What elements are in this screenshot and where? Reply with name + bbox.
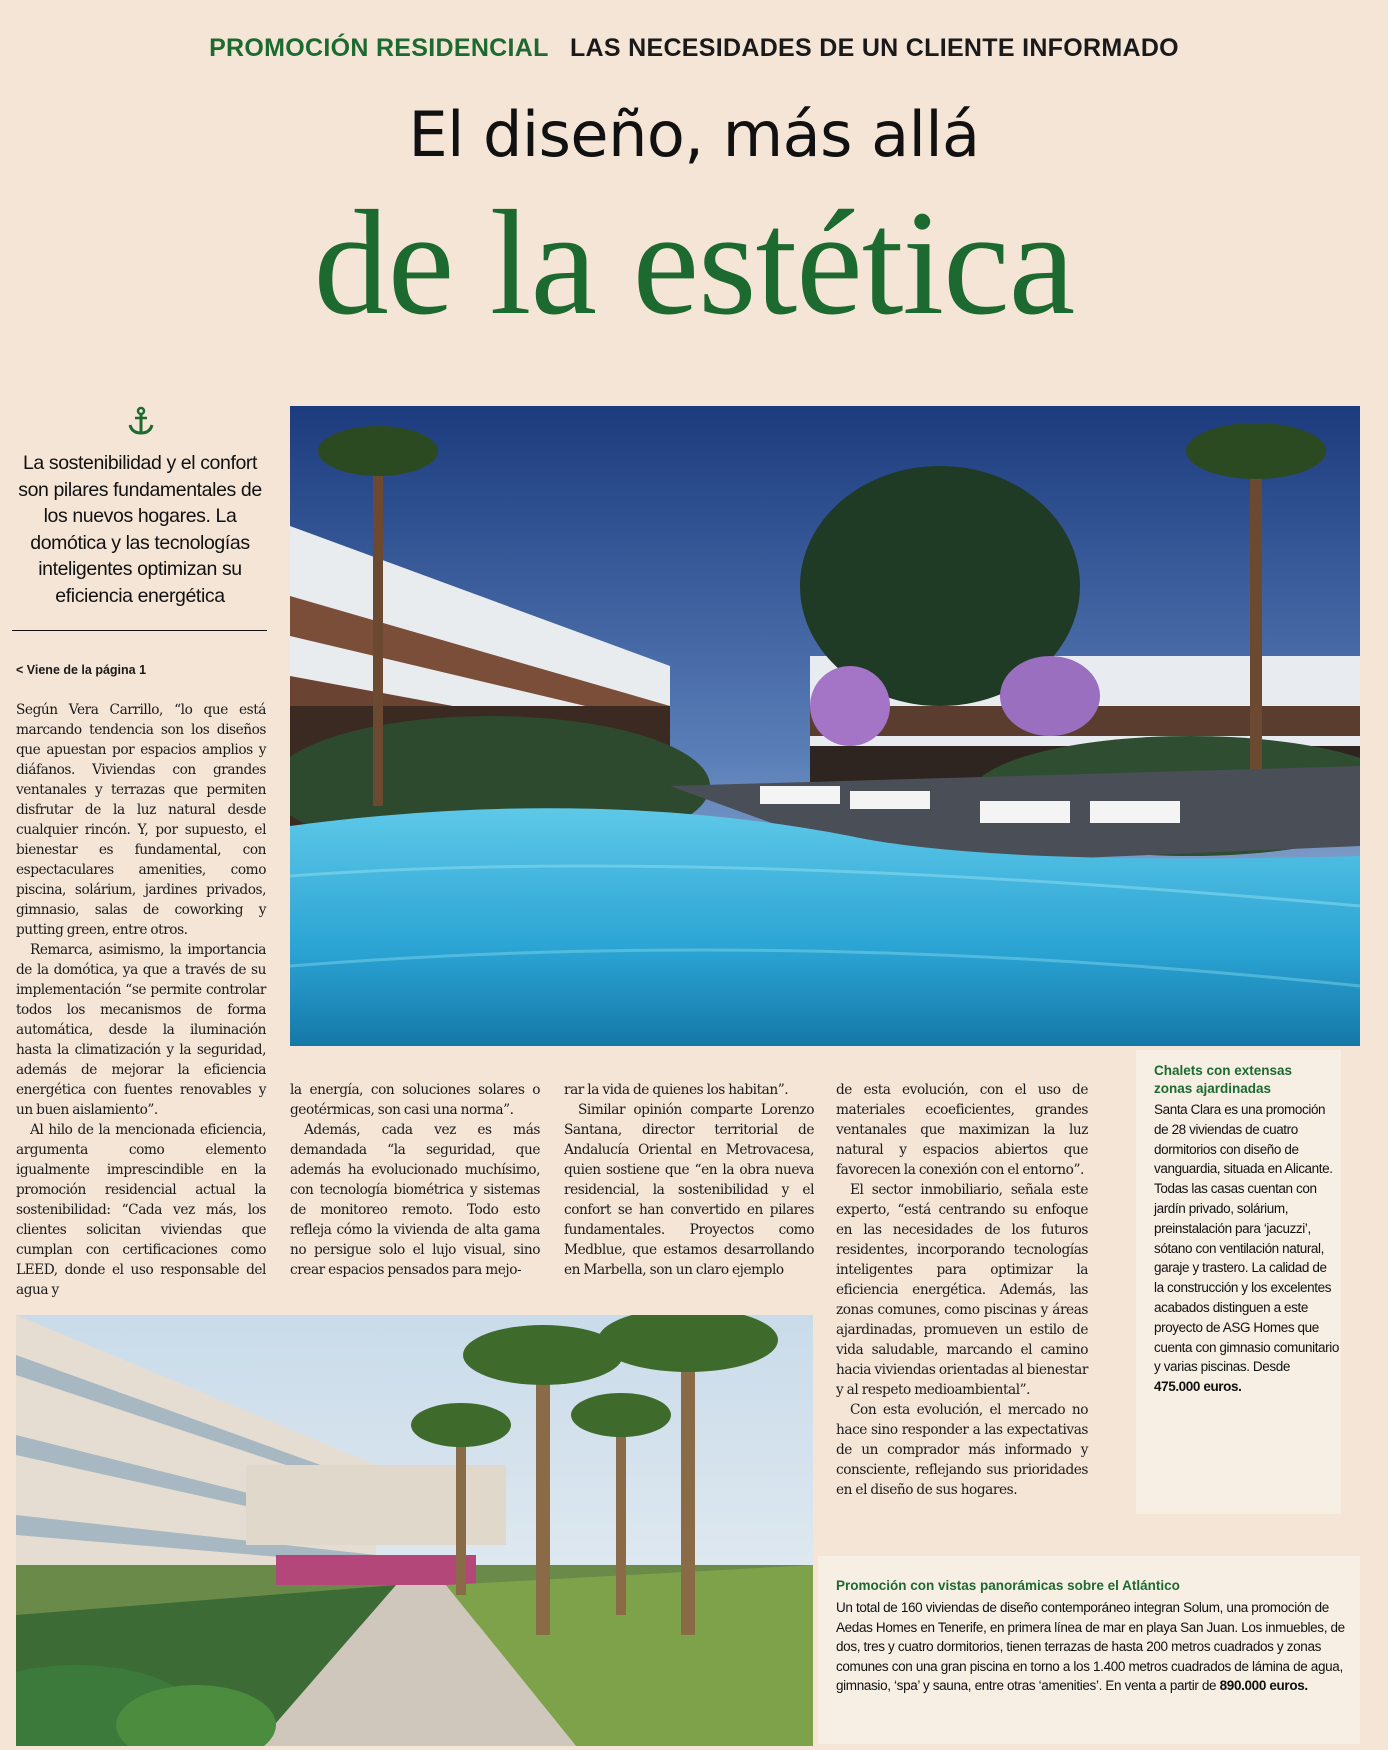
lead-text: La sostenibilidad y el confort son pilares fundamentales de los nuevos hogares. La domótica y las tecnologías inteligentes optimizan su eficiencia energética xyxy=(18,452,262,607)
sidebar-body xyxy=(836,1598,1356,1696)
sidebar-price: 475.000 euros. xyxy=(1154,1379,1242,1395)
article-paragraph: Similar opinión comparte Lorenzo Santana, director territorial de Andalucía Oriental en Metrovacesa, quien sostiene que “en la obra nueva residencial, la sostenibilidad y el confort se han convertido en pilares fundamentales. Proyectos como Medblue, que estamos desarrollando en Marbella, son un claro ejemplo xyxy=(564,1102,814,1278)
article-paragraph: Además, cada vez es más demandada “la seguridad, que además ha evolucionado muchísimo, con tecnología biométrica y sistemas de monitoreo remoto. Todo esto refleja cómo la vivienda de alta gama no persigue solo el lujo visual, sino crear espacios pensados para mejo- xyxy=(290,1122,540,1278)
article-paragraph: El sector inmobiliario, señala este experto, “está centrando su enfoque en las necesidades de los futuros residentes, incorporando tecnologías inteligentes para optimizar la eficiencia energética. Además, las zonas comunes, como piscinas y áreas ajardinadas, promueven un estilo de vida saludable, marcando el camino hacia viviendas orientadas al bienestar y al respeto medioambiental”. xyxy=(836,1182,1088,1398)
walkway-photo xyxy=(16,1315,813,1746)
article-paragraph: rar la vida de quienes los habitan”. xyxy=(564,1082,789,1098)
section-header xyxy=(0,34,1388,63)
lead-divider xyxy=(12,630,267,631)
article-column-3 xyxy=(564,1080,814,1280)
article-paragraph: de esta evolución, con el uso de materiales ecoeficientes, grandes ventanales que maximizan la luz natural y espacios abiertos que favorecen la conexión con el entorno”. xyxy=(836,1082,1088,1178)
pool-photo xyxy=(290,406,1360,1046)
article-column-2 xyxy=(290,1080,540,1280)
section-label: PROMOCIÓN RESIDENCIAL xyxy=(209,34,549,62)
sidebar-santa-clara xyxy=(1136,1050,1341,1514)
headline-line2: de la estética xyxy=(313,180,1075,346)
headline-line1: El diseño, más allá xyxy=(408,98,980,171)
article-paragraph: Al hilo de la mencionada eficiencia, argumenta como elemento igualmente imprescindible en la promoción residencial actual la sostenibilidad: “Cada vez más, los clientes solicitan viviendas que cumplan con certificaciones como LEED, donde el uso responsable del agua y xyxy=(16,1122,266,1298)
sidebar-solum xyxy=(818,1556,1360,1744)
article-column-1 xyxy=(16,700,266,1300)
article-paragraph: Según Vera Carrillo, “lo que está marcando tendencia son los diseños que apuestan por espacios amplios y diáfanos. Viviendas con grandes ventanales y terrazas que permiten disfrutar de la luz natural desde cualquier rincón. Y, por supuesto, el bienestar es fundamental, con espectaculares amenities, como piscina, solárium, jardines privados, gimnasio, salas de coworking y putting green, entre otros. xyxy=(16,702,266,938)
article-paragraph: la energía, con soluciones solares o geotérmicas, son casi una norma”. xyxy=(290,1082,540,1118)
article-paragraph: Remarca, asimismo, la importancia de la domótica, ya que a través de su implementación “se permite controlar todos los mecanismos de forma automática, desde la iluminación hasta la climatización y la seguridad, además de mejorar la eficiencia energética con fuentes renovables y un buen aislamiento”. xyxy=(16,942,266,1118)
anchor-icon xyxy=(126,406,156,436)
article-paragraph: Con esta evolución, el mercado no hace sino responder a las expectativas de un comprador más informado y consciente, reflejando sus prioridades en el diseño de sus hogares. xyxy=(836,1402,1088,1498)
sidebar-body xyxy=(1154,1100,1339,1397)
sidebar-heading: Chalets con extensas zonas ajardinadas xyxy=(1154,1063,1293,1096)
sidebar-heading: Promoción con vistas panorámicas sobre el Atlántico xyxy=(836,1578,1180,1593)
sidebar-body-text: Santa Clara es una promoción de 28 viviendas de cuatro dormitorios con diseño de vanguardia, situada en Alicante. Todas las casas cuentan con jardín privado, solárium, preinstalación para ‘jacuzzi’, sótano con ventilación natural, garaje y trastero. La calidad de la construcción y los excelentes acabados distinguen a este proyecto de ASG Homes que cuenta con gimnasio comunitario y varias piscinas. Desde xyxy=(1154,1102,1339,1375)
sidebar-price: 890.000 euros. xyxy=(1219,1678,1308,1693)
continued-from: < Viene de la página 1 xyxy=(16,663,147,677)
sidebar-body-text: Un total de 160 viviendas de diseño contemporáneo integran Solum, una promoción de Aedas Homes en Tenerife, en primera línea de mar en playa San Juan. Los inmuebles, de dos, tres y cuatro dormitorios, tienen terrazas de hasta 200 metros cuadrados y zonas comunes con una gran piscina en torno a los 1.400 metros cuadrados de lámina de agua, gimnasio, ‘spa’ y sauna, entre otras ‘amenities’. En venta a partir de xyxy=(836,1600,1345,1693)
subsection-label: LAS NECESIDADES DE UN CLIENTE INFORMADO xyxy=(569,34,1179,62)
article-column-4 xyxy=(836,1080,1088,1500)
